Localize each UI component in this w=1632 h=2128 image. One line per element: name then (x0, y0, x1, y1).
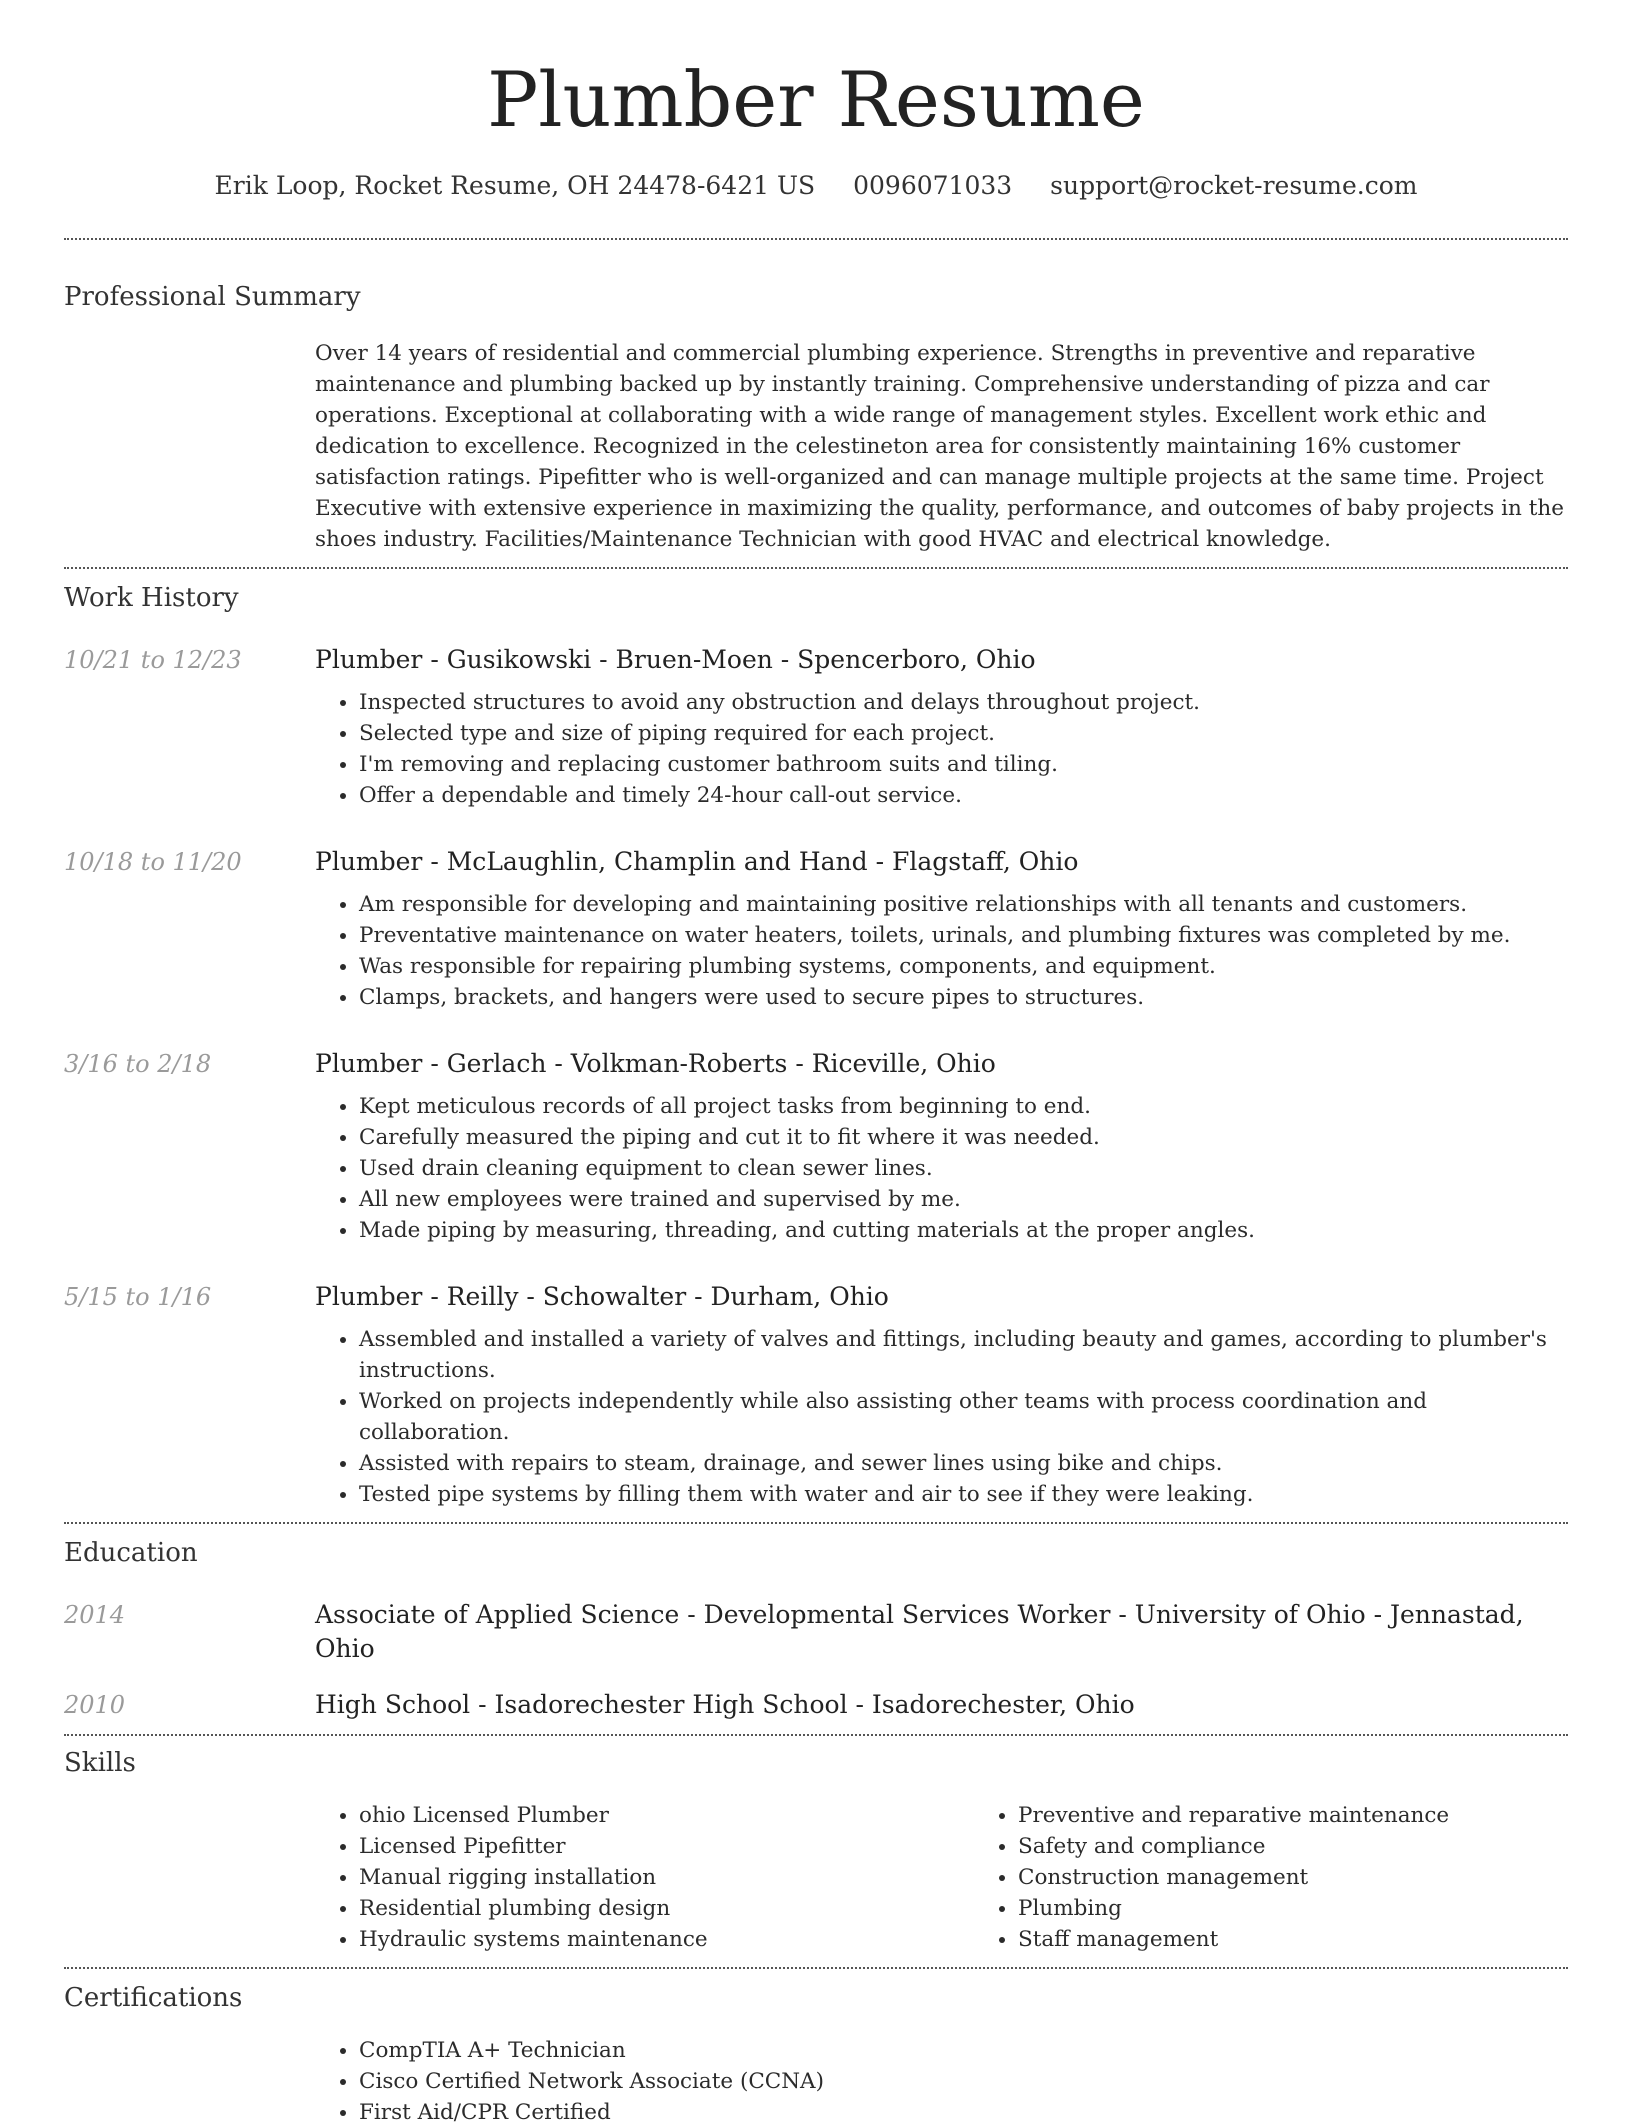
work-list (64, 643, 1568, 1510)
education-entry (64, 1688, 1568, 1722)
job-bullet: • Was responsible for repairing plumbing systems, components, and equipment. (359, 951, 1568, 982)
skill-item: • Manual rigging installation (359, 1862, 974, 1893)
job-entry (64, 1047, 1568, 1246)
job-bullet: • Kept meticulous records of all project tasks from beginning to end. (359, 1091, 1568, 1122)
certification-item: • First Aid/CPR Certified (359, 2097, 1568, 2128)
job-entry (64, 1280, 1568, 1510)
skill-item: • Residential plumbing design (359, 1893, 974, 1924)
job-entry (64, 643, 1568, 811)
job-bullets (315, 889, 1568, 1013)
job-bullet: • Selected type and size of piping required for each project. (359, 718, 1568, 749)
contact-phone: 0096071033 (853, 171, 1013, 200)
job-title: Plumber - McLaughlin, Champlin and Hand - Flagstaff, Ohio (315, 847, 1079, 876)
skill-item: • Safety and compliance (1018, 1831, 1632, 1862)
certifications-row (64, 2015, 1568, 2128)
skill-item: • Licensed Pipefitter (359, 1831, 974, 1862)
job-bullet: • All new employees were trained and supervised by me. (359, 1184, 1568, 1215)
resume-title: Plumber Resume (487, 55, 1145, 144)
certification-item: • CompTIA A+ Technician (359, 2035, 1568, 2066)
skill-item: • ohio Licensed Plumber (359, 1800, 974, 1831)
education-year: 2010 (64, 1691, 126, 1719)
summary-heading: Professional Summary (64, 282, 361, 312)
job-bullet: • Offer a dependable and timely 24-hour call-out service. (359, 780, 1568, 811)
job-entry (64, 845, 1568, 1013)
skill-item: • Construction management (1018, 1862, 1632, 1893)
job-title: Plumber - Gusikowski - Bruen-Moen - Spencerboro, Ohio (315, 645, 1036, 674)
job-bullet: • Inspected structures to avoid any obstruction and delays throughout project. (359, 687, 1568, 718)
skill-item: • Staff management (1018, 1924, 1632, 1955)
job-bullet: • Carefully measured the piping and cut it to fit where it was needed. (359, 1122, 1568, 1153)
education-divider (64, 1734, 1568, 1736)
job-bullet: • Assembled and installed a variety of valves and fittings, including beauty and games, according to plumber's instructions. (359, 1324, 1568, 1386)
summary-divider (64, 567, 1568, 569)
job-bullets (315, 1091, 1568, 1246)
job-dates: 5/15 to 1/16 (64, 1283, 212, 1311)
job-bullets (315, 687, 1568, 811)
skill-item: • Plumbing (1018, 1893, 1632, 1924)
education-year: 2014 (64, 1601, 126, 1629)
job-bullet: • I'm removing and replacing customer bathroom suits and tiling. (359, 749, 1568, 780)
contact-email: support@rocket-resume.com (1050, 171, 1418, 200)
work-heading: Work History (64, 583, 239, 613)
summary-row (64, 314, 1568, 555)
work-divider (64, 1522, 1568, 1524)
job-dates: 10/21 to 12/23 (64, 646, 242, 674)
skill-item: • Preventive and reparative maintenance (1018, 1800, 1632, 1831)
job-bullet: • Worked on projects independently while also assisting other teams with process coordination and collaboration. (359, 1386, 1568, 1448)
skills-heading: Skills (64, 1748, 136, 1778)
job-bullet: • Clamps, brackets, and hangers were used to secure pipes to structures. (359, 982, 1568, 1013)
contact-address: Erik Loop, Rocket Resume, OH 24478-6421 US (214, 171, 816, 200)
job-title: Plumber - Reilly - Schowalter - Durham, Ohio (315, 1282, 889, 1311)
skills-divider (64, 1967, 1568, 1969)
certifications-heading: Certifications (64, 1983, 243, 2013)
skill-item: • Hydraulic systems maintenance (359, 1924, 974, 1955)
job-bullet: • Preventative maintenance on water heaters, toilets, urinals, and plumbing fixtures was completed by me. (359, 920, 1568, 951)
summary-text: Over 14 years of residential and commercial plumbing experience. Strengths in preventive and reparative maintenance and plumbing backed up by instantly training. Comprehensive understanding of pizza and car operations. Exceptional at collaborating with a wide range of management styles. Excellent work ethic and dedication to excellence. Recognized in the celestineton area for consistently maintaining 16% customer satisfaction ratings. Pipefitter who is well-organized and can manage multiple projects at the same time. Project Executive with extensive experience in maximizing the quality, performance, and outcomes of baby projects in the shoes industry. Facilities/Maintenance Technician with good HVAC and electrical knowledge. (315, 341, 1564, 552)
skills-row (64, 1780, 1568, 1955)
education-text: Associate of Applied Science - Developmental Services Worker - University of Ohio - Jennastad, Ohio (315, 1600, 1524, 1663)
education-text: High School - Isadorechester High School - Isadorechester, Ohio (315, 1690, 1135, 1719)
education-heading: Education (64, 1538, 198, 1568)
skills-list-right (974, 1800, 1632, 1955)
job-bullet: • Tested pipe systems by filling them with water and air to see if they were leaking. (359, 1479, 1568, 1510)
job-dates: 10/18 to 11/20 (64, 848, 242, 876)
header-divider (64, 238, 1568, 240)
job-bullet: • Assisted with repairs to steam, drainage, and sewer lines using bike and chips. (359, 1448, 1568, 1479)
resume-page (64, 0, 1568, 2128)
job-bullet: • Made piping by measuring, threading, and cutting materials at the proper angles. (359, 1215, 1568, 1246)
job-bullet: • Used drain cleaning equipment to clean sewer lines. (359, 1153, 1568, 1184)
contact-line (64, 168, 1568, 204)
job-bullets (315, 1324, 1568, 1510)
skills-list-left (315, 1800, 974, 1955)
education-entry (64, 1598, 1568, 1666)
job-title: Plumber - Gerlach - Volkman-Roberts - Riceville, Ohio (315, 1049, 996, 1078)
certification-item: • Cisco Certified Network Associate (CCNA) (359, 2066, 1568, 2097)
certifications-list (315, 2035, 1568, 2128)
job-bullet: • Am responsible for developing and maintaining positive relationships with all tenants and customers. (359, 889, 1568, 920)
job-dates: 3/16 to 2/18 (64, 1050, 212, 1078)
